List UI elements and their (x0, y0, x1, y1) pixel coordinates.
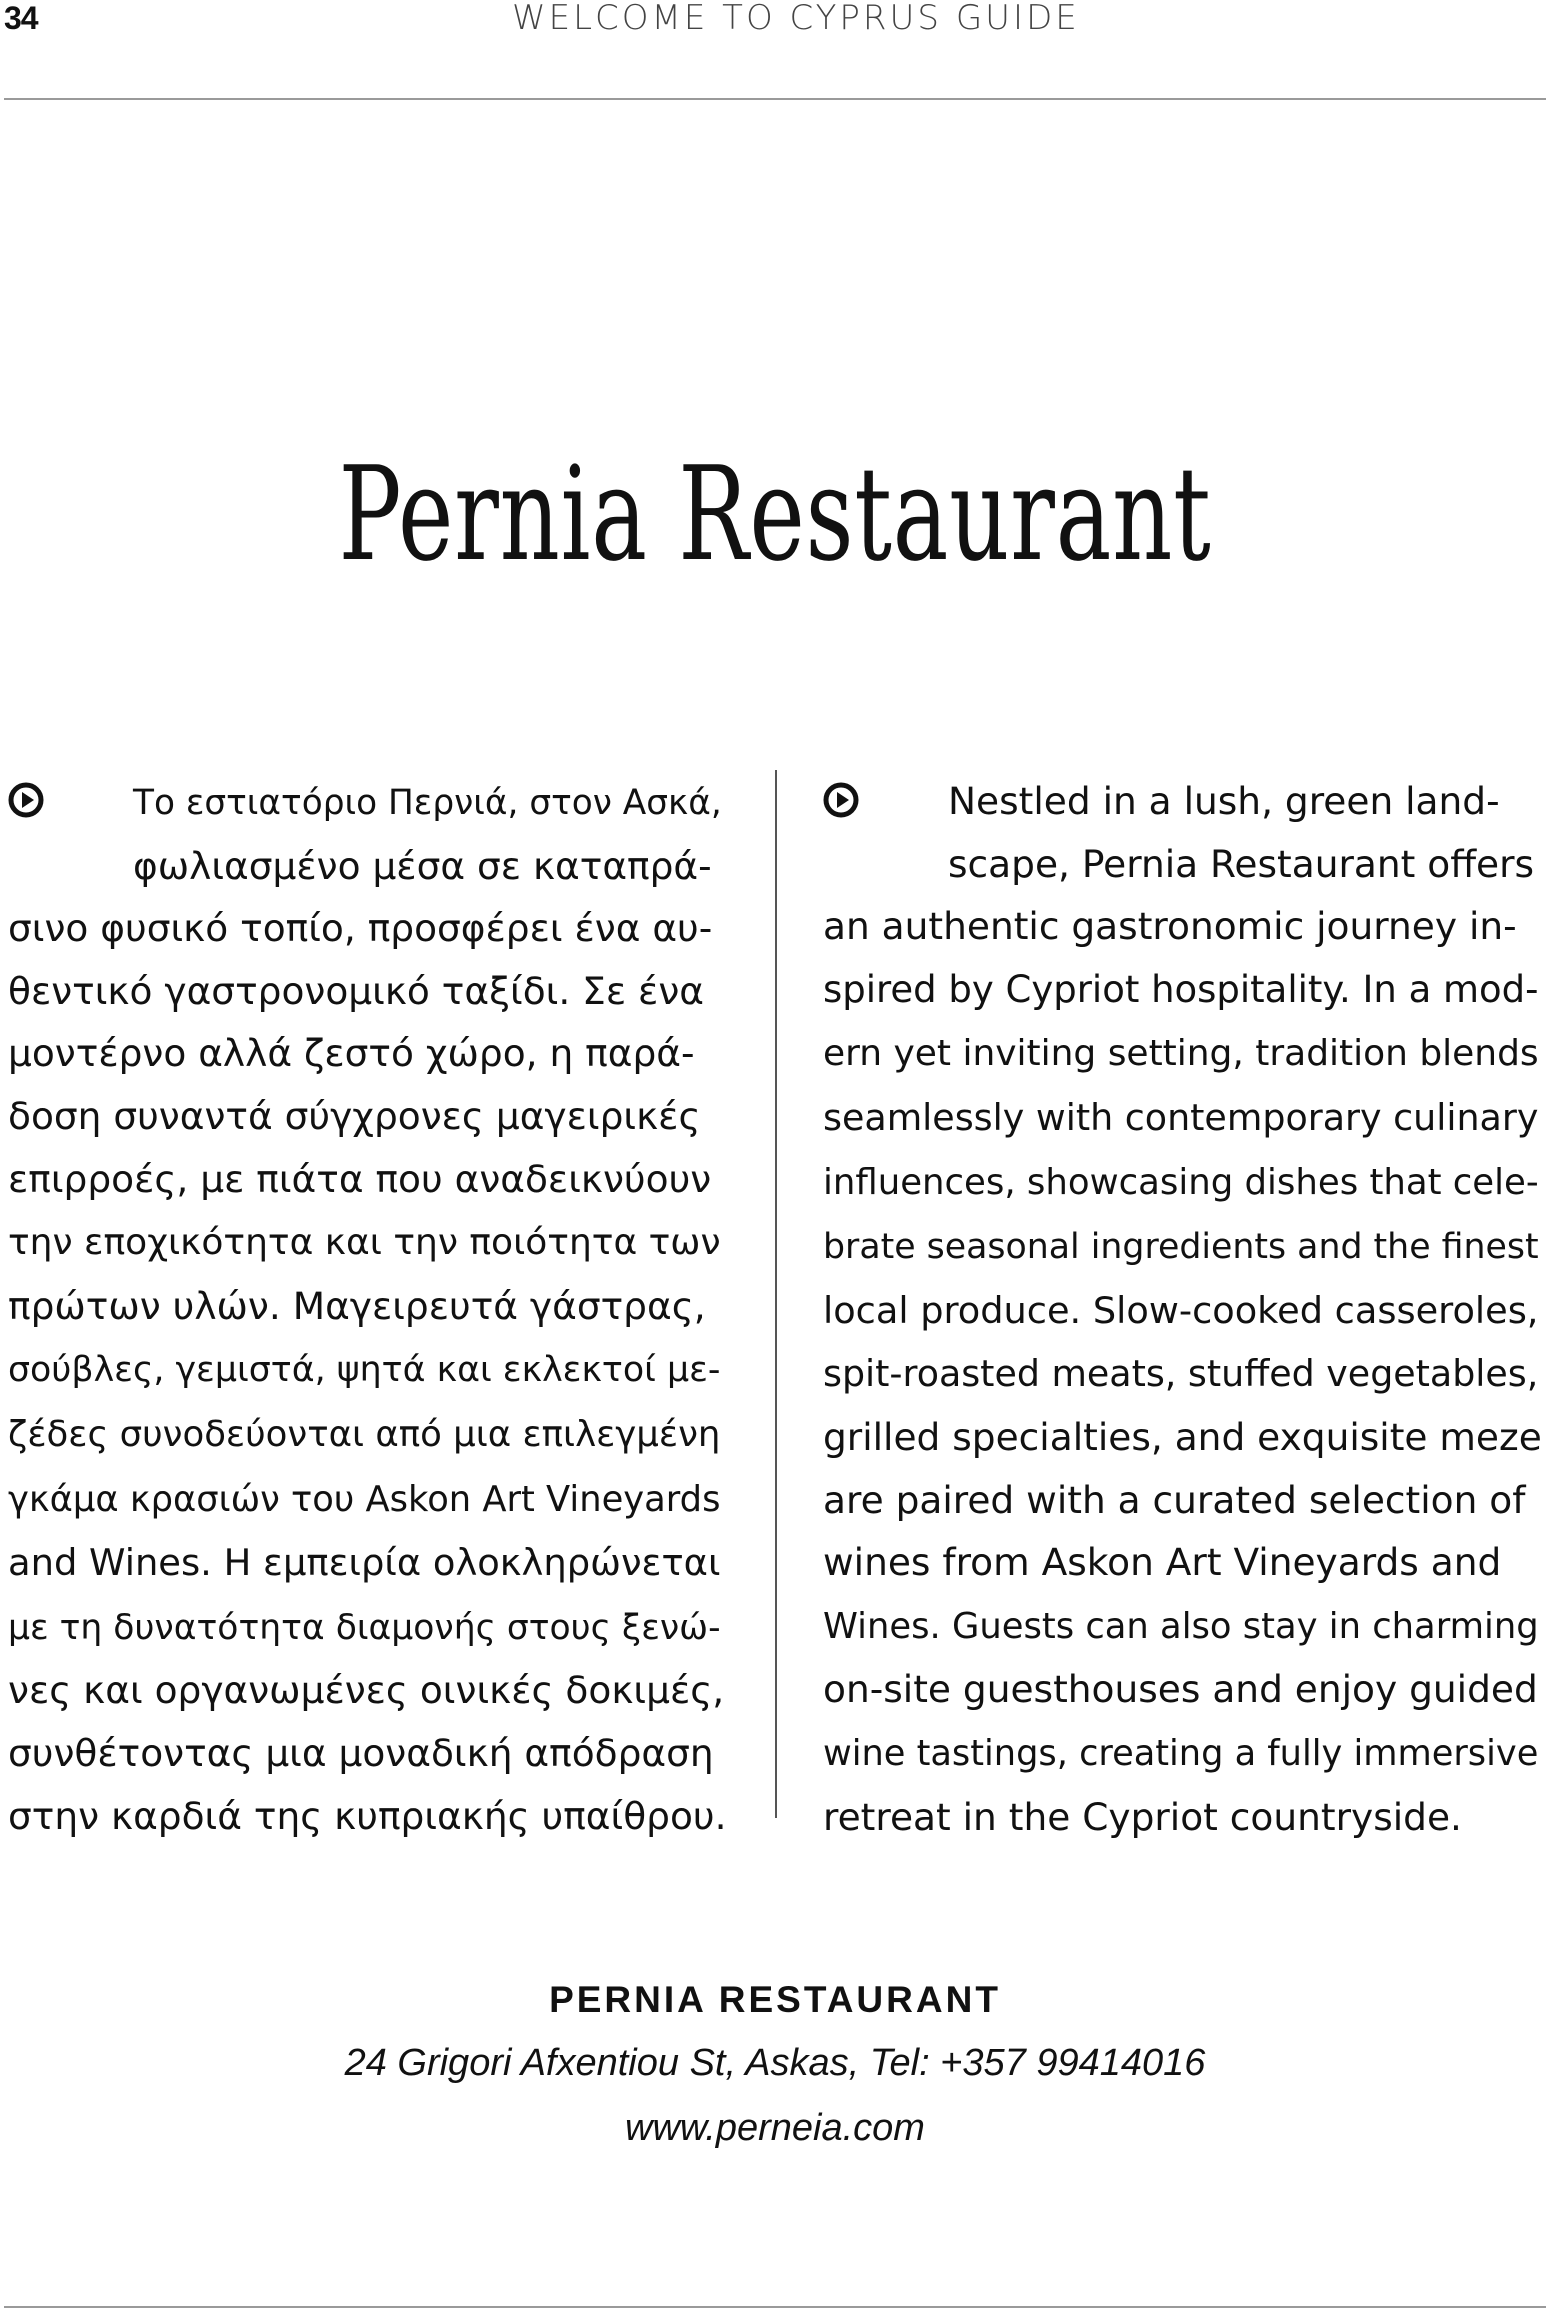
english-line: on-site guesthouses and enjoy guided (823, 1667, 1538, 1712)
greek-line: στην καρδιά της κυπριακής υπαίθρου. (8, 1793, 727, 1838)
english-line: wines from Askon Art Vineyards and (823, 1540, 1502, 1585)
english-line: an authentic gastronomic journey in- (823, 904, 1517, 949)
play-circle-icon (8, 782, 44, 818)
greek-line: Το εστιατόριο Περνιά, στον Ασκά, (133, 783, 722, 823)
column-divider (775, 770, 777, 1818)
greek-line: γκάμα κρασιών του Askon Art Vineyards (8, 1478, 721, 1520)
footer-divider (4, 2306, 1546, 2308)
page-number: 34 (4, 0, 38, 36)
greek-column (8, 770, 728, 1847)
greek-line: επιρροές, με πιάτα που αναδεικνύουν (8, 1156, 712, 1201)
english-line: spit-roasted meats, stuffed vegetables, (823, 1352, 1539, 1396)
greek-line: πρώτων υλών. Μαγειρευτά γάστρας, (8, 1283, 706, 1328)
greek-line: δοση συναντά σύγχρονες μαγειρικές (8, 1093, 701, 1138)
english-line: retreat in the Cypriot countryside. (823, 1794, 1462, 1839)
greek-line: φωλιασμένο μέσα σε καταπρά- (133, 843, 712, 888)
page-title: Pernia Restaurant (338, 438, 1212, 591)
english-line: Wines. Guests can also stay in charming (823, 1605, 1539, 1647)
english-line: seamlessly with contemporary culinary (823, 1095, 1539, 1139)
english-line: Nestled in a lush, green land- (948, 779, 1500, 823)
english-line: are paired with a curated selection of (823, 1477, 1526, 1522)
greek-line: σινο φυσικό τοπίο, προσφέρει ένα αυ- (8, 906, 713, 951)
greek-line: την εποχικότητα και την ποιότητα των (8, 1222, 721, 1264)
english-line: spired by Cypriot hospitality. In a mod- (823, 967, 1539, 1011)
english-line: grilled specialties, and exquisite meze (823, 1414, 1542, 1459)
restaurant-address: 24 Grigori Afxentiou St, Askas, Tel: +357 99414016 (344, 2042, 1206, 2084)
english-line: wine tastings, creating a fully immersive (823, 1732, 1539, 1774)
english-column (823, 770, 1546, 1848)
greek-line: σούβλες, γεμιστά, ψητά και εκλεκτοί με- (8, 1350, 721, 1391)
greek-line: ζέδες συνοδεύονται από μια επιλεγμένη (8, 1413, 721, 1455)
greek-line: and Wines. Η εμπειρία ολοκληρώνεται (8, 1541, 721, 1585)
greek-line: συνθέτοντας μια μοναδική απόδραση (8, 1730, 714, 1775)
greek-line: νες και οργανωμένες οινικές δοκιμές, (8, 1668, 725, 1713)
play-circle-icon (823, 782, 859, 818)
restaurant-website-link[interactable]: www.perneia.com (625, 2107, 925, 2149)
english-line: influences, showcasing dishes that cele- (823, 1161, 1539, 1203)
restaurant-name: PERNIA RESTAURANT (549, 1979, 1001, 2020)
english-line: scape, Pernia Restaurant offers (948, 841, 1535, 886)
english-line: local produce. Slow-cooked casseroles, (823, 1288, 1539, 1332)
running-header: WELCOME TO CYPRUS GUIDE (512, 0, 1080, 38)
english-line: ern yet inviting setting, tradition blends (823, 1033, 1539, 1075)
english-line: brate seasonal ingredients and the finest (823, 1227, 1539, 1268)
greek-line: με τη δυνατότητα διαμονής στους ξενώ- (8, 1607, 721, 1648)
greek-line: μοντέρνο αλλά ζεστό χώρο, η παρά- (8, 1031, 695, 1076)
greek-line: θεντικό γαστρονομικό ταξίδι. Σε ένα (8, 968, 704, 1013)
header-divider (4, 98, 1546, 100)
